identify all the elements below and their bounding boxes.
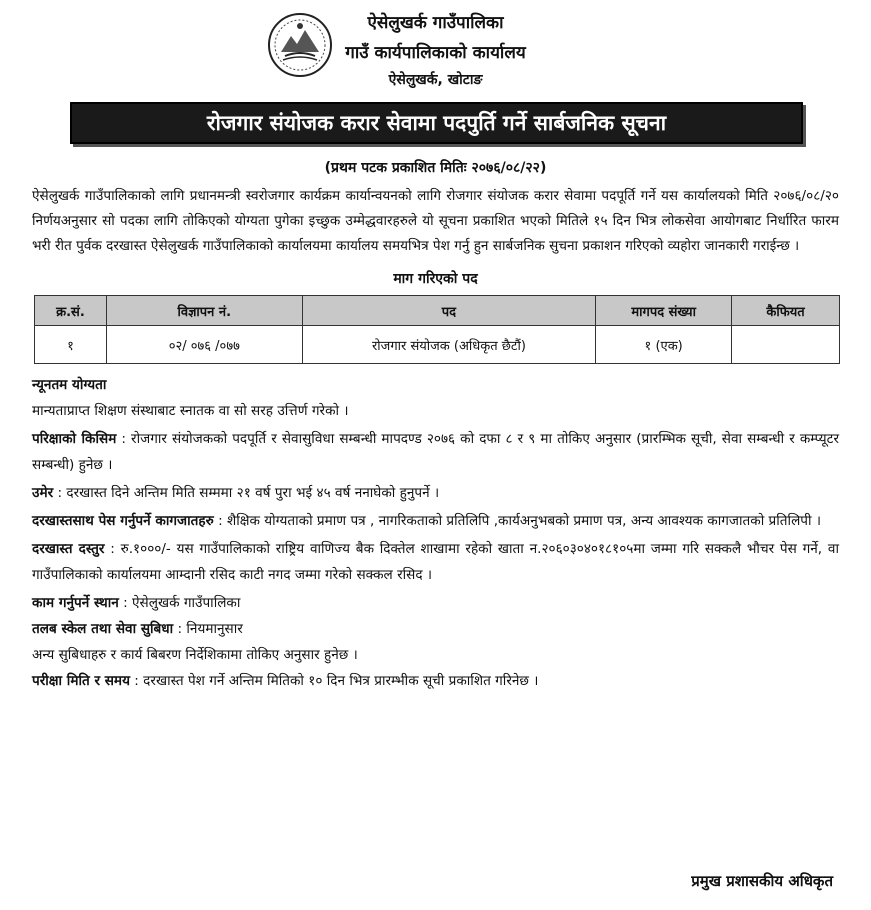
signatory-title: प्रमुख प्रशासकीय अधिकृत <box>691 872 833 890</box>
exam-type-label: परिक्षाको किसिम <box>32 431 117 447</box>
cell-advert-no: ०२/ ०७६ /०७७ <box>106 326 302 364</box>
col-advert-no: विज्ञापन नं. <box>106 296 302 326</box>
documents-section <box>32 508 839 534</box>
fee-section <box>32 536 839 588</box>
table-row <box>35 326 840 364</box>
salary-label: तलब स्केल तथा सेवा सुबिधा <box>32 621 174 637</box>
age-text: : दरखास्त दिने अन्तिम मिति सम्ममा २१ वर्ष पुरा भई ४५ वर्ष ननाघेको हुनुपर्ने । <box>57 485 440 501</box>
cell-serial: १ <box>35 326 107 364</box>
col-remarks: कैफियत <box>732 296 840 326</box>
work-place-label: काम गर्नुपर्ने स्थान <box>32 595 119 611</box>
posts-table <box>34 295 840 364</box>
min-qual-text: मान्यताप्राप्त शिक्षण संस्थाबाट स्नातक वा सो सरह उत्तिर्ण गरेको । <box>32 403 349 419</box>
work-place-section <box>32 590 839 616</box>
notice-title-banner: रोजगार संयोजक करार सेवामा पदपुर्ति गर्ने सार्बजनिक सूचना <box>70 102 803 144</box>
table-title: माग गरिएको पद <box>393 271 478 287</box>
fee-text: : रु.१०००/- यस गाउँपालिकाको राष्ट्रिय वाणिज्य बैक दिक्तेल शाखामा रहेको खाता न.२०६०३०४०१८१०५मा जम्मा गरि सक्कलै भौचर पेस गर्ने, वा गाउँपालिकाको कार्यालयमा आम्दानी रसिद काटी नगद जम्मा गरेको सक्कल रसिद । <box>32 541 839 583</box>
requirements-sections <box>32 372 839 694</box>
exam-date-text: : दरखास्त पेश गर्ने अन्तिम मितिको १० दिन भित्र प्रारम्भीक सूची प्रकाशित गरिनेछ । <box>134 673 539 689</box>
cell-quantity: १ (एक) <box>596 326 732 364</box>
age-label: उमेर <box>32 485 54 501</box>
office-name: गाउँ कार्यपालिकाको कार्यालय <box>345 43 526 63</box>
exam-date-section <box>32 668 839 694</box>
salary-section <box>32 616 839 642</box>
letterhead <box>32 0 839 94</box>
work-place-text: : ऐसेलुखर्क गाउँपालिका <box>123 595 241 611</box>
table-header-row <box>35 296 840 326</box>
age-section <box>32 480 839 506</box>
exam-date-label: परीक्षा मिति र समय <box>32 673 130 689</box>
min-qual-label: न्यूनतम योग्यता <box>32 377 107 393</box>
salary-text: : नियमानुसार <box>177 621 243 637</box>
other-benefits-text: अन्य सुबिधाहरु र कार्य बिबरण निर्देशिकामा तोकिए अनुसार हुनेछ । <box>32 647 358 663</box>
col-quantity: मागपद संख्या <box>596 296 732 326</box>
org-name: ऐसेलुखर्क गाउँपालिका <box>367 13 504 33</box>
office-location: ऐसेलुखर्क, खोटाङ <box>388 72 483 88</box>
exam-type-section <box>32 426 839 478</box>
cell-position: रोजगार संयोजक (अधिकृत छैटौं) <box>302 326 596 364</box>
exam-type-text: : रोजगार संयोजकको पदपूर्ति र सेवासुविधा सम्बन्धी मापदण्ड २०७६ को दफा ८ र ९ मा तोकिए अनुसार (प्रारम्भिक सूची, सेवा सम्बन्धी र कम्प्यूटर सम्बन्धी) हुनेछ । <box>32 431 840 473</box>
documents-text: : शैक्षिक योग्यताको प्रमाण पत्र , नागरिकताको प्रतिलिपि ,कार्यअनुभबको प्रमाण पत्र, अन्य आवश्यक कागजातको प्रतिलिपी । <box>218 513 822 529</box>
cell-remarks <box>732 326 840 364</box>
col-serial: क्र.सं. <box>35 296 107 326</box>
intro-paragraph: ऐसेलुखर्क गाउँपालिकाको लागि प्रधानमन्त्री स्वरोजगार कार्यक्रम कार्यान्वयनको लागि रोजगार संयोजक करार सेवामा पदपूर्ति गर्ने यस कार्यालयको मिति २०७६/०८/२० निर्णयअनुसार सो पदका लागि तोकिएको योग्यता पुगेका इच्छुक उम्मेद्धवारहरुले यो सूचना प्रकाशित भएको मितिले १५ दिन भित्र लोकसेवा आयोगबाट निर्धारित फारम भरी रीत पुर्वक दरखास्त ऐसेलुखर्क गाउँपालिकाको कार्यालयमा कार्यालय समयभित्र पेश गर्नु हुन सार्बजनिक सुचना प्रकाशन गरिएको व्यहोरा जानकारी गराईन्छ । <box>32 188 839 254</box>
documents-label: दरखास्तसाथ पेस गर्नुपर्ने कागजातहरु <box>32 513 214 529</box>
publication-date: (प्रथम पटक प्रकाशित मितिः २०७६/०८/२२) <box>324 160 547 176</box>
col-position: पद <box>302 296 596 326</box>
fee-label: दरखास्त दस्तुर <box>32 541 105 557</box>
